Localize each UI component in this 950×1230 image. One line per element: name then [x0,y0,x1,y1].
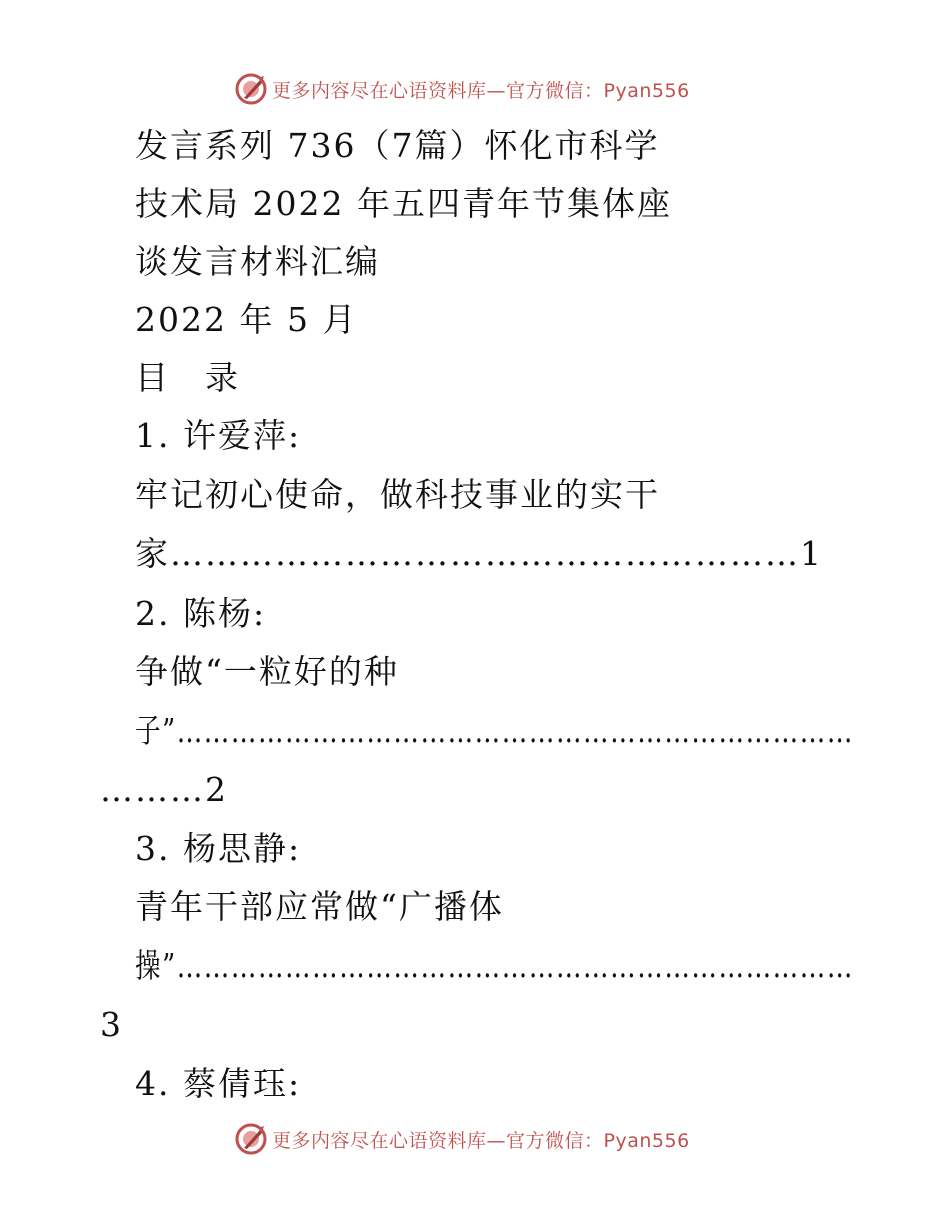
toc-entry-1-title-cont: 家………………………………………………1 [135,534,823,573]
toc-entry-2-page: ………2 [100,770,228,809]
toc-heading: 目 录 [135,358,240,397]
toc-entry-1-author: 1. 许爱萍: [135,416,302,455]
document-title-line-1: 发言系列 736（7篇）怀化市科学 [135,126,660,165]
document-title-line-2: 技术局 2022 年五四青年节集体座 [135,184,672,223]
watermark-text: 更多内容尽在心语资料库—官方微信：Pyan556 [272,79,690,102]
toc-entry-1-title: 牢记初心使命，做科技事业的实干 [135,475,660,514]
toc-entry-3-author: 3. 杨思静: [135,829,302,868]
toc-entry-2-title: 争做“一粒好的种 [135,652,399,691]
toc-entry-3-title: 青年干部应常做“广播体 [135,887,504,926]
toc-entry-4-author: 4. 蔡倩珏: [135,1064,302,1103]
footer-watermark [234,1122,690,1156]
toc-entry-2-author: 2. 陈杨: [135,594,267,633]
toc-entry-3-page: 3 [100,1005,123,1044]
toc-entry-3-title-cont: 操”………………………………………………………………… [135,946,854,985]
toc-entry-2-title-cont: 子”………………………………………………………………… [135,711,854,750]
watermark-text: 更多内容尽在心语资料库—官方微信：Pyan556 [272,1129,690,1152]
document-title-line-3: 谈发言材料汇编 [135,242,380,281]
document-date: 2022 年 5 月 [135,300,358,339]
quill-logo-icon [234,72,268,106]
header-watermark [234,72,690,106]
quill-logo-icon [234,1122,268,1156]
